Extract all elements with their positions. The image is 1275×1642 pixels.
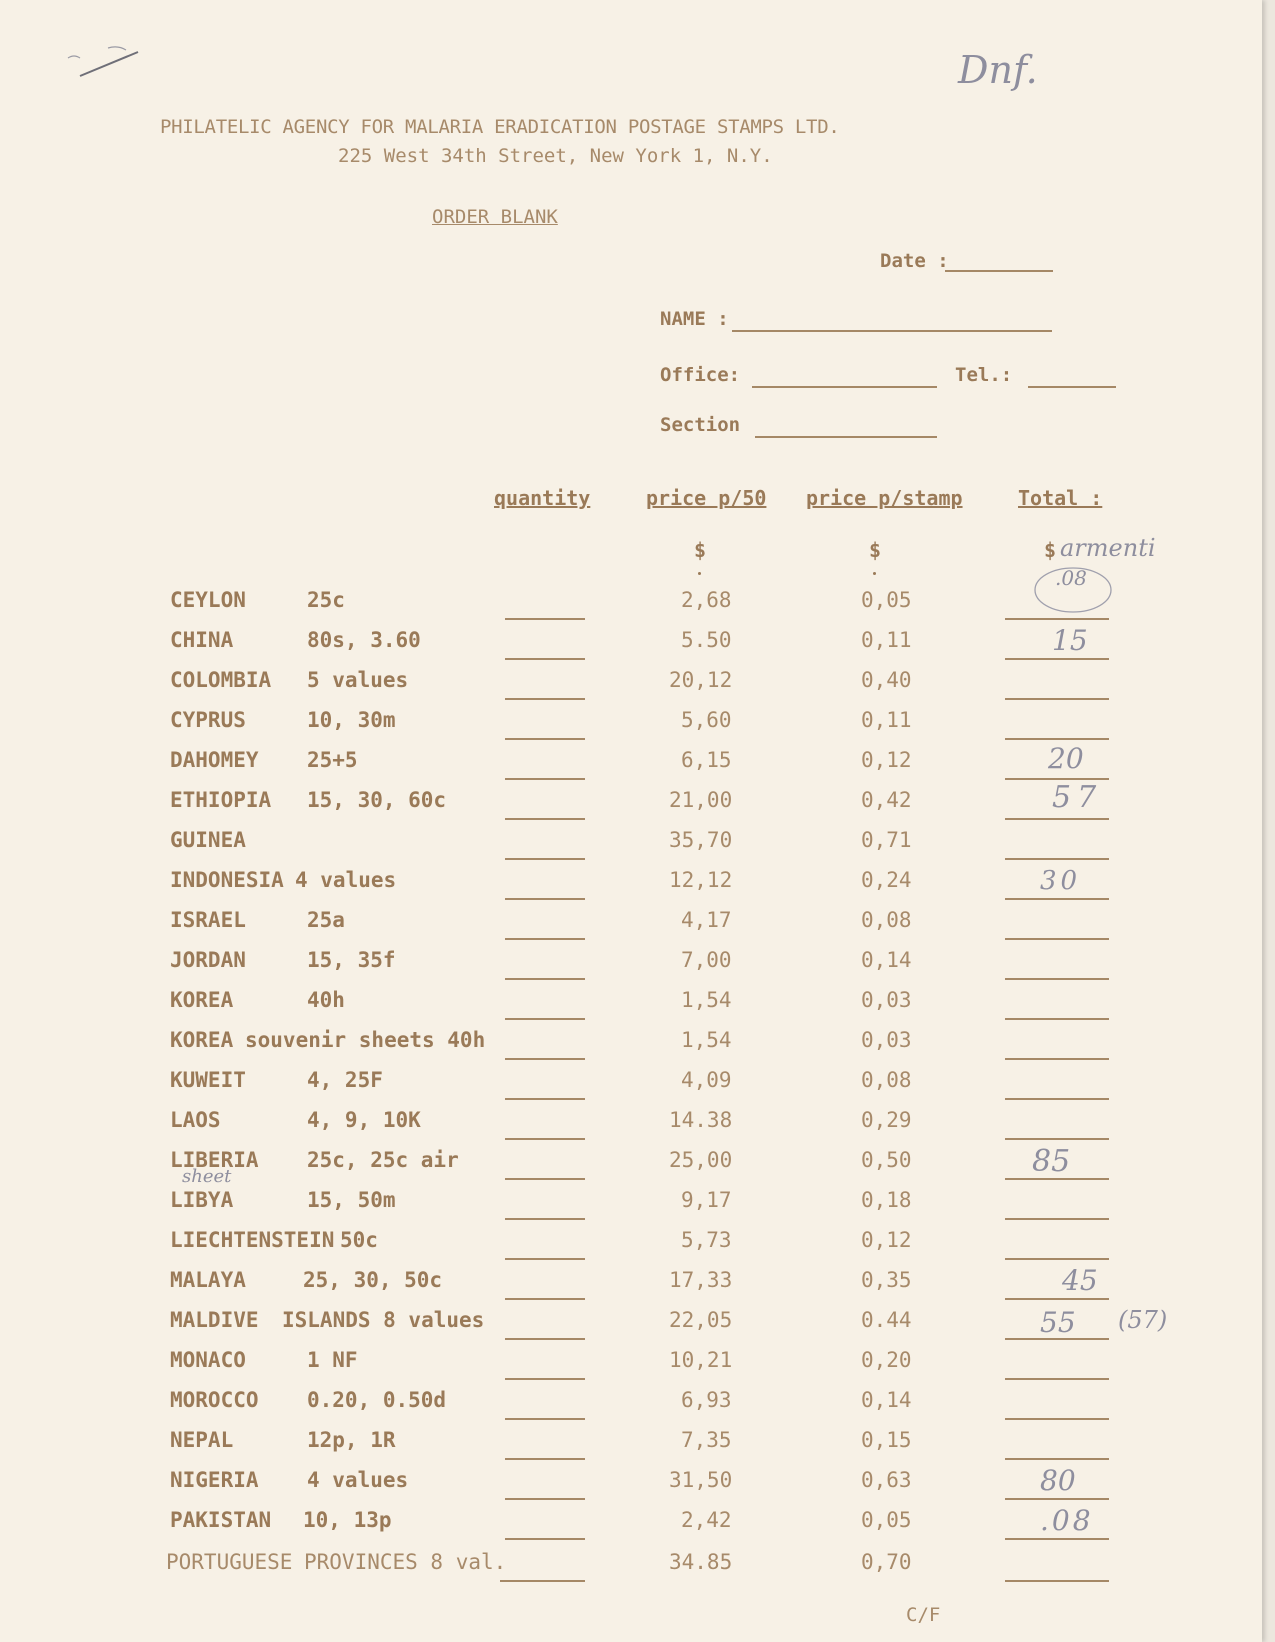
country-name: LIECHTENSTEIN — [170, 1228, 335, 1252]
stamp-values: 4, 25F — [307, 1068, 383, 1092]
price-per-50-column-header: price p/50 — [646, 486, 767, 510]
office-field[interactable] — [752, 386, 937, 388]
stamp-values: 4 values — [295, 868, 397, 892]
price-per-50: 7,35 — [681, 1428, 732, 1452]
quantity-field[interactable] — [505, 858, 585, 860]
stamp-values: 25c, 25c air — [307, 1148, 459, 1172]
quantity-field[interactable] — [505, 978, 585, 980]
total-field[interactable] — [1005, 698, 1109, 700]
form-title: ORDER BLANK — [432, 206, 558, 228]
name-label: NAME : — [660, 308, 729, 330]
quantity-field[interactable] — [505, 738, 585, 740]
stamp-values: 4, 9, 10K — [307, 1108, 421, 1132]
stamp-values: PROVINCES 8 val. — [304, 1550, 507, 1574]
stamp-values: 25c — [307, 588, 345, 612]
total-field[interactable] — [1005, 858, 1109, 860]
country-name: GUINEA — [170, 828, 246, 852]
quantity-field[interactable] — [500, 1580, 585, 1582]
price-per-stamp-column-header: price p/stamp — [806, 486, 963, 510]
country-name: NEPAL — [170, 1428, 234, 1452]
stamp-values: 25, 30, 50c — [303, 1268, 443, 1292]
total-field[interactable] — [1005, 938, 1109, 940]
price-per-stamp: 0.44 — [861, 1308, 912, 1332]
price-per-50: 20,12 — [669, 668, 733, 692]
country-name: PAKISTAN — [170, 1508, 272, 1532]
agency-address: 225 West 34th Street, New York 1, N.Y. — [338, 145, 773, 167]
price-per-50: 5,60 — [681, 708, 732, 732]
handwritten-total: 45 — [1062, 1264, 1098, 1297]
total-field[interactable] — [1005, 978, 1109, 980]
total-field[interactable] — [1005, 898, 1109, 900]
quantity-field[interactable] — [505, 618, 585, 620]
handwritten-total: 55 — [1040, 1306, 1076, 1339]
price-per-stamp: 0,42 — [861, 788, 912, 812]
quantity-field[interactable] — [505, 1458, 585, 1460]
quantity-field[interactable] — [505, 1098, 585, 1100]
quantity-field[interactable] — [505, 778, 585, 780]
price-per-stamp: 0,05 — [861, 588, 912, 612]
quantity-field[interactable] — [505, 818, 585, 820]
agency-name: PHILATELIC AGENCY FOR MALARIA ERADICATION POSTAGE STAMPS LTD. — [160, 116, 840, 138]
stamp-values: souvenir sheets 40h — [245, 1028, 486, 1052]
quantity-field[interactable] — [505, 1538, 585, 1540]
price-per-50: 14.38 — [669, 1108, 733, 1132]
price-per-stamp: 0,12 — [861, 748, 912, 772]
total-field[interactable] — [1005, 1058, 1109, 1060]
country-name: CHINA — [170, 628, 234, 652]
price-per-stamp: 0,63 — [861, 1468, 912, 1492]
price-per-stamp: 0,15 — [861, 1428, 912, 1452]
currency-sign-p50: $ — [694, 538, 707, 562]
price-per-stamp: 0,35 — [861, 1268, 912, 1292]
name-field[interactable] — [732, 330, 1052, 332]
price-per-50: 1,54 — [681, 1028, 732, 1052]
quantity-field[interactable] — [505, 938, 585, 940]
quantity-field[interactable] — [505, 1058, 585, 1060]
stamp-values: 15, 35f — [307, 948, 396, 972]
price-per-50: 9,17 — [681, 1188, 732, 1212]
total-field[interactable] — [1005, 818, 1109, 820]
stamp-values: 5 values — [307, 668, 409, 692]
country-name: LIBERIA — [170, 1148, 259, 1172]
quantity-field[interactable] — [505, 1378, 585, 1380]
total-field[interactable] — [1005, 1418, 1109, 1420]
currency-sign-pstamp: $ — [869, 538, 882, 562]
price-per-stamp: 0,08 — [861, 1068, 912, 1092]
total-field[interactable] — [1005, 1378, 1109, 1380]
quantity-column-header: quantity — [494, 486, 591, 510]
price-per-50: 6,15 — [681, 748, 732, 772]
total-column-header: Total : — [1018, 486, 1103, 510]
country-name: LIBYA — [170, 1188, 234, 1212]
price-per-stamp: 0,14 — [861, 948, 912, 972]
quantity-field[interactable] — [505, 1018, 585, 1020]
stamp-values: 25+5 — [307, 748, 358, 772]
handwritten-total-note: armenti — [1060, 534, 1156, 562]
price-per-50: 21,00 — [669, 788, 733, 812]
price-per-stamp: 0,20 — [861, 1348, 912, 1372]
total-field[interactable] — [1005, 618, 1109, 620]
stamp-values: 0.20, 0.50d — [307, 1388, 447, 1412]
office-label: Office: — [660, 364, 741, 386]
price-per-50: 7,00 — [681, 948, 732, 972]
country-name: KOREA — [170, 988, 234, 1012]
price-per-stamp: 0,50 — [861, 1148, 912, 1172]
carry-forward-label: C/F — [906, 1604, 941, 1626]
total-field[interactable] — [1005, 1098, 1109, 1100]
handwritten-total: 15 — [1052, 624, 1088, 657]
date-label: Date : — [880, 250, 949, 272]
total-field[interactable] — [1005, 1580, 1109, 1582]
country-name: KUWEIT — [170, 1068, 246, 1092]
price-per-50: 4,09 — [681, 1068, 732, 1092]
price-per-stamp: 0,12 — [861, 1228, 912, 1252]
country-name: ETHIOPIA — [170, 788, 272, 812]
price-per-stamp: 0,14 — [861, 1388, 912, 1412]
price-per-stamp: 0,11 — [861, 708, 912, 732]
stamp-values: 50c — [340, 1228, 378, 1252]
stamp-values: ISLANDS 8 values — [282, 1308, 485, 1332]
stamp-values: 10, 30m — [307, 708, 396, 732]
quantity-field[interactable] — [505, 898, 585, 900]
tel-label: Tel.: — [955, 364, 1013, 386]
handwritten-malaya-extra: (57) — [1118, 1306, 1168, 1334]
quantity-field[interactable] — [505, 1258, 585, 1260]
price-per-50: 6,93 — [681, 1388, 732, 1412]
date-field[interactable] — [945, 270, 1053, 272]
price-per-stamp: 0,08 — [861, 908, 912, 932]
handwritten-total: 30 — [1040, 866, 1082, 896]
tel-field[interactable] — [1028, 386, 1116, 388]
currency-sign-total: $ — [1044, 538, 1057, 562]
country-name: LAOS — [170, 1108, 221, 1132]
price-per-50: 31,50 — [669, 1468, 733, 1492]
total-field[interactable] — [1005, 738, 1109, 740]
handwritten-total: 85 — [1032, 1144, 1071, 1179]
price-per-50: 17,33 — [669, 1268, 733, 1292]
stamp-values: 4 values — [307, 1468, 409, 1492]
quantity-field[interactable] — [505, 1178, 585, 1180]
handwritten-total: 57 — [1052, 780, 1103, 815]
price-per-50: 10,21 — [669, 1348, 733, 1372]
handwritten-total: .08 — [1040, 1504, 1094, 1537]
country-name: MALDIVE — [170, 1308, 259, 1332]
price-per-stamp: 0,71 — [861, 828, 912, 852]
price-per-stamp: 0,29 — [861, 1108, 912, 1132]
price-per-stamp: 0,24 — [861, 868, 912, 892]
price-per-stamp: 0,70 — [861, 1550, 912, 1574]
price-per-50: 2,42 — [681, 1508, 732, 1532]
total-field[interactable] — [1005, 1258, 1109, 1260]
country-name: MONACO — [170, 1348, 246, 1372]
section-label: Section — [660, 414, 741, 436]
country-name: ISRAEL — [170, 908, 246, 932]
total-field[interactable] — [1005, 658, 1109, 660]
country-name: NIGERIA — [170, 1468, 259, 1492]
pencil-scribble-icon — [60, 38, 150, 88]
price-per-stamp: 0,03 — [861, 1028, 912, 1052]
stamp-values: 25a — [307, 908, 345, 932]
total-field[interactable] — [1005, 1218, 1109, 1220]
total-field[interactable] — [1005, 1018, 1109, 1020]
quantity-field[interactable] — [505, 658, 585, 660]
quantity-field[interactable] — [505, 1498, 585, 1500]
stamp-values: 12p, 1R — [307, 1428, 396, 1452]
handwritten-total: 20 — [1048, 742, 1084, 775]
price-per-stamp: 0,03 — [861, 988, 912, 1012]
country-name: CEYLON — [170, 588, 246, 612]
price-per-stamp: 0,11 — [861, 628, 912, 652]
total-field[interactable] — [1005, 1138, 1109, 1140]
handwritten-total: 80 — [1040, 1464, 1076, 1497]
price-per-stamp: 0,40 — [861, 668, 912, 692]
price-per-stamp: 0,05 — [861, 1508, 912, 1532]
stamp-values: 15, 30, 60c — [307, 788, 447, 812]
total-field[interactable] — [1005, 1538, 1109, 1540]
country-name: MOROCCO — [170, 1388, 259, 1412]
country-name: MALAYA — [170, 1268, 246, 1292]
country-name: DAHOMEY — [170, 748, 259, 772]
handwritten-libya-note: sheet — [182, 1166, 232, 1187]
price-per-50: 34.85 — [669, 1550, 733, 1574]
handwritten-initials: Dnf. — [958, 48, 1038, 92]
country-name: COLOMBIA — [170, 668, 272, 692]
price-per-50: 12,12 — [669, 868, 733, 892]
quantity-field[interactable] — [505, 1138, 585, 1140]
section-field[interactable] — [755, 436, 937, 438]
quantity-field[interactable] — [505, 1338, 585, 1340]
total-field[interactable] — [1005, 1458, 1109, 1460]
stamp-values: 15, 50m — [307, 1188, 396, 1212]
country-name: JORDAN — [170, 948, 246, 972]
price-per-50: 22,05 — [669, 1308, 733, 1332]
stamp-values: 40h — [307, 988, 345, 1012]
total-field[interactable] — [1005, 1298, 1109, 1300]
price-per-stamp: 0,18 — [861, 1188, 912, 1212]
stamp-values: 80s, 3.60 — [307, 628, 421, 652]
price-per-50: 5.50 — [681, 628, 732, 652]
stamp-values: 10, 13p — [303, 1508, 392, 1532]
country-name: CYPRUS — [170, 708, 246, 732]
price-per-50: 25,00 — [669, 1148, 733, 1172]
total-field[interactable] — [1005, 1498, 1109, 1500]
stamp-values: 1 NF — [307, 1348, 358, 1372]
country-name: INDONESIA — [170, 868, 284, 892]
quantity-field[interactable] — [505, 1218, 585, 1220]
price-per-50: 4,17 — [681, 908, 732, 932]
country-name: PORTUGUESE — [166, 1550, 293, 1574]
quantity-field[interactable] — [505, 698, 585, 700]
price-per-50: 35,70 — [669, 828, 733, 852]
handwritten-total: .08 — [1055, 566, 1087, 590]
country-name: KOREA — [170, 1028, 234, 1052]
price-per-50: 5,73 — [681, 1228, 732, 1252]
price-per-50: 2,68 — [681, 588, 732, 612]
quantity-field[interactable] — [505, 1418, 585, 1420]
price-per-50: 1,54 — [681, 988, 732, 1012]
quantity-field[interactable] — [505, 1298, 585, 1300]
